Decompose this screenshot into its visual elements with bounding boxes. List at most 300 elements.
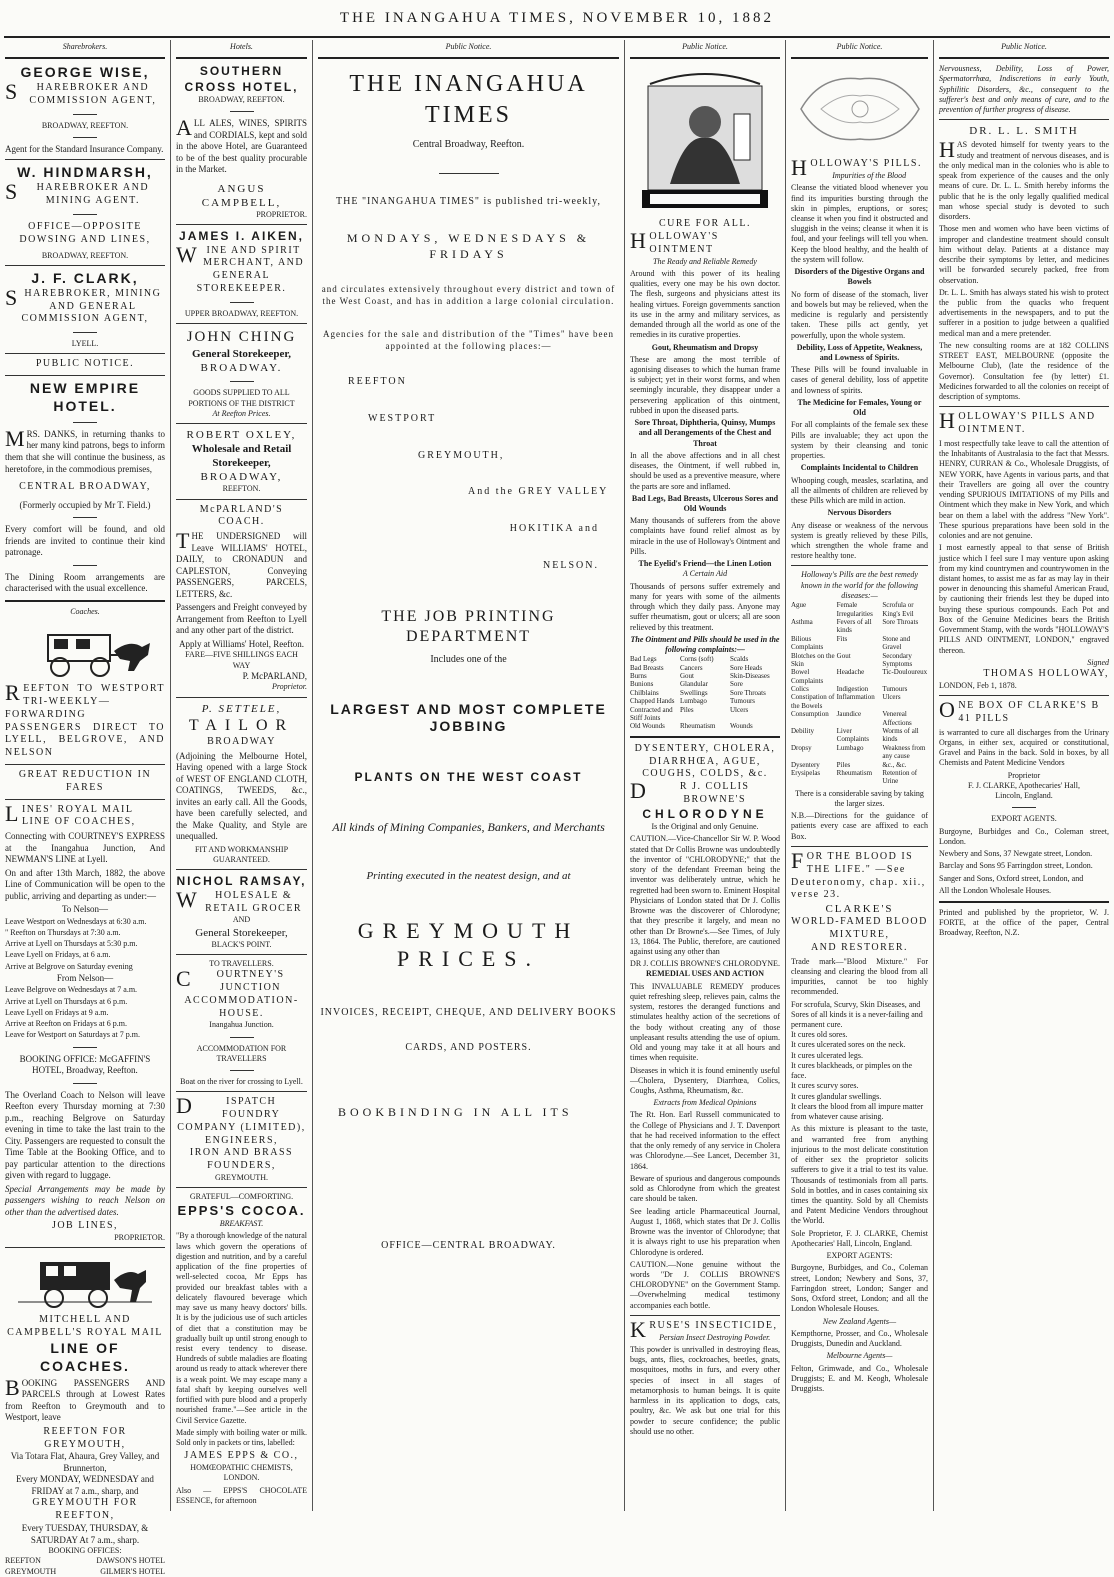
export-agent: Newbery and Sons, 37 Newgate street, London. xyxy=(939,849,1093,859)
masthead-rule xyxy=(4,36,1110,38)
route-days: Every MONDAY, WEDNESDAY and FRIDAY at 7 a.m., sharp, and xyxy=(16,1474,154,1496)
divider xyxy=(73,422,97,423)
office-line: OFFICE—CENTRAL BROADWAY. xyxy=(381,1240,556,1252)
holloway-ointment-title: HOLLOWAY'S OINTMENT xyxy=(630,228,719,255)
linen-heading: The Eyelid's Friend—the Linen Lotion xyxy=(638,559,772,569)
angus-campbell: ANGUS CAMPBELL, xyxy=(201,182,282,209)
epps-name: EPPS'S COCOA. xyxy=(177,1202,306,1218)
divider xyxy=(230,111,254,112)
ailment-item: Glandular xyxy=(680,680,708,689)
coach-route-title: REEFTON TO WESTPORT TRI-WEEKLY—FORWARDING PASSENGERS DIRECT TO LYELL, BELGROVE, AND NELSON xyxy=(5,680,165,759)
ailment-item: Tumours xyxy=(730,697,756,706)
bad-legs-heading: Bad Legs, Bad Breasts, Ulcerous Sores and Old Wounds xyxy=(631,493,779,514)
published-line: THE "INANGAHUA TIMES" is published tri-weekly, xyxy=(336,196,601,208)
new-empire-hotel-name: NEW EMPIRE HOTEL. xyxy=(29,380,141,415)
divider xyxy=(5,375,165,376)
clarke-name: CLARKE'S xyxy=(825,903,894,916)
nz-agents: Kempthorne, Prosser, and Co., Wholesale Druggists, Dunedin and Auckland. xyxy=(791,1328,928,1349)
booking-offices-heading: BOOKING OFFICES: xyxy=(48,1546,122,1556)
reefton-greymouth: REEFTON FOR GREYMOUTH, xyxy=(43,1425,127,1450)
george-wise-agent: Agent for the Standard Insurance Company. xyxy=(5,143,164,154)
holloway-date: LONDON, Feb 1, 1878. xyxy=(939,680,1017,690)
newspaper-address: Central Broadway, Reefton. xyxy=(412,138,525,150)
job-lines-name: JOB LINES, xyxy=(51,1220,119,1232)
divider xyxy=(230,381,254,382)
divider xyxy=(73,517,97,518)
cards-line: CARDS, AND POSTERS. xyxy=(405,1042,532,1054)
intro-notice: Nervousness, Debility, Loss of Power, Spermatorrhœa, Indiscretions in early Youth, Syphilitic Disorders, &c., consequent to the sufferer's best and only means of cure, and to the prevention of further progress of disease. xyxy=(939,64,1109,115)
robert-oxley-title: Wholesale and Retail Storekeeper, xyxy=(191,443,292,470)
cure-item: It cures blackheads, or pimples on the face. xyxy=(791,1060,913,1081)
caution-notice: CAUTION.—None genuine without the words "Dr J. COLLIS BROWNE'S CHLORODYNE" on the Government Stamp.—Overwhelming medical testimony accompanies each bottle. xyxy=(630,1259,780,1310)
mcparland-body-2: Passengers and Freight conveyed by Arrangement from Reefton to Lyell and any other part of the district. xyxy=(176,602,307,636)
ailment-item: Wounds xyxy=(730,722,753,731)
holloway-ointment-body: Around with this power of its healing qualities, every one may be his own doctor. The flesh, surgeons and physicians attest its healing virtues. Foreign governments sanction its use in the army and military services, as demanded through all the world as one of the remedies in its curative properties. xyxy=(630,268,780,340)
divider xyxy=(5,799,165,800)
mcparland-proprietor: Proprietor. xyxy=(271,682,307,692)
ailment-item: Burns xyxy=(630,672,647,681)
ailment-item: Sore Heads xyxy=(730,663,763,672)
disease-item: Bowel Complaints xyxy=(791,668,824,685)
nichol-ramsay-general: General Storekeeper, xyxy=(195,926,288,939)
divider xyxy=(939,901,1109,903)
mcparland-heading: McPARLAND'S COACH. xyxy=(199,503,284,528)
debility-heading: Debility, Loss of Appetite, Weakness, and Lowness of Spirits. xyxy=(796,342,923,363)
epps-london: LONDON. xyxy=(223,1473,260,1483)
column-heading: Public Notice. xyxy=(836,42,883,51)
john-ching-title: General Storekeeper, xyxy=(192,348,291,361)
certain-aid-heading: A Certain Aid xyxy=(682,569,728,579)
john-ching-name: JOHN CHING xyxy=(186,328,297,345)
divider xyxy=(176,57,307,59)
includes-line: Includes one of the xyxy=(430,653,507,665)
column-heading: Sharebrokers. xyxy=(62,42,108,51)
mcparland-fare: FARE—FIVE SHILLINGS EACH WAY xyxy=(185,650,298,670)
divider xyxy=(73,565,97,566)
clarke-pills-location: Lincoln, England. xyxy=(995,791,1053,801)
chlorodyne-name: CHLORODYNE xyxy=(642,806,768,821)
disease-item: Inflammation xyxy=(836,693,875,702)
cure-item: It cures old sores. xyxy=(791,1030,848,1040)
divider xyxy=(5,353,165,354)
newspaper-title: THE INANGAHUA TIMES xyxy=(349,71,588,128)
sore-throat-heading: Sore Throat, Diphtheria, Quinsy, Mumps and all Derangements of the Chest and Throat xyxy=(634,418,776,448)
disease-item: Retention of Urine xyxy=(882,768,918,786)
divider xyxy=(791,57,928,59)
disease-item: Erysipelas xyxy=(791,768,821,777)
ailment-item: Ulcers xyxy=(730,705,749,714)
job-lines-proprietor: PROPRIETOR. xyxy=(114,1233,165,1243)
nichol-ramsay-name: NICHOL RAMSAY, xyxy=(176,874,307,889)
disease-item: Tic-Douloureux xyxy=(882,668,928,677)
clarke-pills-name: F. J. CLARKE, Apothecaries' Hall, xyxy=(968,780,1080,790)
divider xyxy=(230,1037,254,1038)
epps-chemists: HOMŒOPATHIC CHEMISTS, xyxy=(190,1463,293,1473)
new-empire-dining: The Dining Room arrangements are characterised with the usual excellence. xyxy=(5,571,165,594)
masthead: THE INANGAHUA TIMES, NOVEMBER 10, 1882 xyxy=(339,10,775,26)
holloway-ointment-subtitle: The Ready and Reliable Remedy xyxy=(653,256,757,266)
publication-days: MONDAYS, WEDNESDAYS & FRIDAYS xyxy=(346,231,591,261)
southern-cross-address: BROADWAY, REEFTON. xyxy=(198,94,285,104)
agency-place: HOKITIKA and xyxy=(509,523,599,535)
george-wise-title: SHAREBROKER AND COMMISSION AGENT, xyxy=(5,79,157,106)
lines-title: LINES' ROYAL MAIL LINE OF COACHES, xyxy=(5,800,136,828)
gout-heading: Gout, Rheumatism and Dropsy xyxy=(651,342,759,352)
export-agents-heading: EXPORT AGENTS: xyxy=(826,1251,893,1261)
divider xyxy=(939,57,1109,59)
disease-item: Constipation of the Bowels xyxy=(791,693,835,710)
divider xyxy=(5,159,165,160)
disease-item: Colics xyxy=(791,685,809,694)
divider xyxy=(176,869,307,870)
column-heading: Public Notice. xyxy=(445,42,492,51)
clarke-body-2: As this mixture is pleasant to the taste, and warranted free from anything injurious to the most delicate constitution of either sex the proprietor solicits sufferers to give it a trial to test its value. Thousands of testimonials from all parts. Sold in bottles, and in cases containing six times the quantity. Sold by all Chemists and Patent Medicine Vendors throughout the World. xyxy=(791,1124,928,1226)
divider xyxy=(176,323,307,324)
agency-place: NELSON. xyxy=(543,560,599,572)
remedial-heading: REMEDIAL USES AND ACTION xyxy=(645,969,765,979)
schedule-line: Leave Westport on Wednesdays at 6:30 a.m. xyxy=(5,916,147,926)
largest-line: LARGEST AND MOST COMPLETE JOBBING xyxy=(330,700,607,735)
ailment-item: Bunions xyxy=(630,680,654,689)
settele-address: BROADWAY xyxy=(207,736,276,748)
dr-smith-fee: The new consulting rooms are at 182 COLLINS STREET EAST, MELBOURNE (opposite the Melbourne Club), (late the residence of the Governor). Consultation fee (by letter) £1. Medicines forwarded to all the colonies on receipt of description of symptoms. xyxy=(939,340,1109,402)
divider xyxy=(5,600,165,602)
export-agent: Sanger and Sons, Oxford street, London, and xyxy=(939,873,1084,883)
divider xyxy=(176,1187,307,1188)
disease-item: Tumours xyxy=(882,685,908,694)
new-empire-comfort: Every comfort will be found, and old friends are invited to continue their kind patronage. xyxy=(5,524,165,558)
disease-item: Asthma xyxy=(791,617,813,626)
disease-item: Sore Throats xyxy=(882,617,919,626)
schedule-line: Arrive at Reefton on Fridays at 6 p.m. xyxy=(5,1019,127,1029)
divider xyxy=(318,57,619,59)
clarke-restorer: AND RESTORER. xyxy=(810,941,909,953)
ailment-item: Rheumatism xyxy=(680,722,716,731)
sore-throat-body: In all the above affections and in all chest diseases, the Ointment, if well rubbed in, should be used as a preventive measure, where the parts are sore and inflamed. xyxy=(630,450,780,491)
dysentery-heading: DYSENTERY, CHOLERA, DIARRHŒA, AGUE, COUGHS, COLDS, &c. xyxy=(634,742,776,780)
divider xyxy=(176,499,307,500)
clark-address: LYELL. xyxy=(71,339,99,349)
disease-item: Consumption xyxy=(791,710,829,719)
cures-list xyxy=(791,1000,928,1123)
disease-item: Ulcers xyxy=(882,693,901,702)
schedule-line: " Reefton on Thursdays at 7:30 a.m. xyxy=(5,927,121,937)
cure-item: It cures glandular swellings. xyxy=(791,1091,882,1101)
debility-body: These Pills will be found invaluable in cases of general debility, loss of appetite and lowness of spirits. xyxy=(791,365,928,395)
original-genuine: Is the Original and only Genuine. xyxy=(651,822,759,832)
settele-body: (Adjoining the Melbourne Hotel, Having opened with a large Stock of WEST OF ENGLAND CLOTH, COATINGS, TWEEDS, &c., invites an early call. All the Goods, have been carefully selected, and the Make Quality, and Style are unequalled. xyxy=(176,750,307,842)
disease-item: Rheumatism xyxy=(836,768,873,777)
disease-item: Lumbago xyxy=(836,743,864,752)
signed-label: Signed xyxy=(1087,657,1109,667)
kruse-subtitle: Persian Insect Destroying Powder. xyxy=(659,1332,771,1342)
special-arrangements: Special Arrangements may be made by passengers wishing to reach Nelson on other than the advertised dates. xyxy=(5,1183,165,1217)
divider xyxy=(176,954,307,955)
diseases-body: Diseases in which it is found eminently useful—Cholera, Dysentery, Diarrhœa, Colics, Coughs, Asthma, Rheumatism, &c. xyxy=(630,1065,780,1096)
settele-name: P. SETTELE, xyxy=(201,702,282,715)
settele-title: TAILOR xyxy=(188,716,295,734)
kruse-title: KRUSE'S INSECTICIDE, xyxy=(630,1316,778,1342)
epps-breakfast: BREAKFAST. xyxy=(219,1219,264,1229)
collis-browne-name: DR J. COLLIS BROWNE'S xyxy=(630,778,750,805)
disease-item: Venereal Affections xyxy=(882,710,912,727)
holloway-pills-ornament-icon xyxy=(791,64,929,154)
remedial-body: This INVALUABLE REMEDY produces quiet refreshing sleep, relieves pain, calms the system, restores the deranged functions and stimulates healthy action of the secretions of the body without creating any of those unpleasant results attending the use of opium. Old and young may take it at all hours and times when requisite. xyxy=(630,981,780,1063)
new-empire-body: MRS. DANKS, in returning thanks to her many kind patrons, begs to inform them that she will continue the business, as heretofore, in the commodious premises, xyxy=(5,425,165,474)
mitchell-campbell-line: LINE OF COACHES. xyxy=(40,1339,130,1374)
dispatch-founders: IRON AND BRASS FOUNDERS, xyxy=(189,1147,294,1172)
epps-heading: GRATEFUL—COMFORTING. xyxy=(189,1192,294,1202)
ailment-item: Corns (soft) xyxy=(680,655,714,664)
divider xyxy=(176,697,307,698)
courtney-location: Inangahua Junction. xyxy=(209,1020,274,1030)
disease-item: Gout xyxy=(836,651,851,660)
public-notice-heading: PUBLIC NOTICE. xyxy=(35,358,135,370)
chlorodyne-caution: CAUTION.—Vice-Chancellor Sir W. P. Wood stated that Dr Collis Browne was undoubtedly the inventor of "CHLORODYNE;" that the story of the defendant Freeman being the inventor was deliberately untrue, which he regretted had been sworn to. Eminent Hospital Physicians of London stated that Dr J. Collis Browne was the discoverer of Chlorodyne; that they prescribe it largely, and mean no other than Dr Browne's.—See Times, of July 13, 1864. The Public, therefore, are cautioned against using any other than xyxy=(630,834,780,956)
agencies-line: Agencies for the sale and distribution of the "Times" have been appointed at the following places:— xyxy=(323,329,614,351)
divider xyxy=(73,1083,97,1084)
divider xyxy=(5,1247,165,1248)
schedule-line: Arrive at Lyell on Thursdays at 5:30 p.m. xyxy=(5,939,138,949)
ailment-item: Skin-Diseases xyxy=(730,672,770,681)
column-heading: Hotels. xyxy=(230,42,253,51)
cure-item: It clears the blood from all impure matter from whatever cause arising. xyxy=(791,1101,924,1122)
robert-oxley-name: ROBERT OXLEY, xyxy=(186,428,297,441)
dispatch-foundry-name: DISPATCH FOUNDRY COMPANY (LIMITED), xyxy=(176,1093,306,1133)
new-empire-address: CENTRAL BROADWAY, xyxy=(19,481,151,493)
printing-line: Printing executed in the neatest design, and at xyxy=(366,870,571,883)
medical-opinions-heading: Extracts from Medical Opinions xyxy=(653,1098,757,1108)
nervous-heading: Nervous Disorders xyxy=(827,508,892,518)
impurities-body: Cleanse the vitiated blood whenever you find its impurities bursting through the skin in pimples, eruptions, or sores; cleanse it when you find it obstructed and sluggish in the veins; cleanse it when it is foul, and your feelings will tell you when. Keep the blood healthy, and the health of the system will follow. xyxy=(791,183,928,264)
dr-smith-body-2: Those men and women who have been victims of improper and clandestine treatment should consult him without delay. Patients at a distance may describe their symptoms by letter, and medicines will be forwarded securely packed, free from observation. xyxy=(939,224,1109,285)
beware-notice: Beware of spurious and dangerous compounds sold as Chlorodyne from which the greatest care should be taken. xyxy=(630,1173,780,1204)
disease-item: Blotches on the Skin xyxy=(791,651,835,668)
export-agent: Barclay and Sons 95 Farringdon street, London. xyxy=(939,861,1093,871)
column-inangahua-times xyxy=(312,40,624,1511)
melbourne-agents-heading: Melbourne Agents— xyxy=(826,1351,893,1361)
holloway-notice-title: HOLLOWAY'S PILLS AND OINTMENT. xyxy=(939,408,1096,436)
schedule-line: Leave Lyell on Fridays, at 6 a.m. xyxy=(5,950,111,960)
disease-item: Weakness from any cause xyxy=(882,743,926,761)
divider xyxy=(73,1047,97,1048)
nb-note: N.B.—Directions for the guidance of patients every case are affixed to each Box. xyxy=(791,811,928,841)
divider xyxy=(5,764,165,765)
pharmaceutical-notice: See leading article Pharmaceutical Journal, August 1, 1868, which states that Dr J. Collis Browne was the inventor of Chlorodyne; that it is always right to use his preparation when Chlorodyne is ordered. xyxy=(630,1206,780,1257)
john-ching-prices: At Reefton Prices. xyxy=(212,408,271,418)
george-wise-name: GEORGE WISE, xyxy=(20,64,150,81)
epps-also: Also — EPPS'S CHOCOLATE ESSENCE, for afternoon xyxy=(176,1485,307,1505)
southern-cross-body: ALL ALES, WINES, SPIRITS and CORDIALS, kept and sold in the above Hotel, are Guaranteed to be of the best quality procurable in the Market. xyxy=(176,115,307,175)
dr-smith-body-3: Dr. L. L. Smith has always stated his wish to protect the public from the quacks who frequent advertisements in the newspapers, and to put the sufferer in a position to judge between a qualified medical man and a mere pretender. xyxy=(939,287,1109,338)
southern-cross-name: SOUTHERN CROSS HOTEL, xyxy=(184,64,299,94)
divider xyxy=(73,137,97,138)
holloway-notice-body: I most respectfully take leave to call the attention of the Inhabitants of Australasia to the fact that Messrs. HENRY, CURRAN & Co., Wholesale Druggists, of NEW YORK, have Agents in various parts, and that their Travellers are going all over the country vending SPURIOUS IMITATIONS of my Pills and Ointment which they make in New York, and which bear on them a label with the address "New York". These spurious preparations have been sold in the colonies and are not genuine. xyxy=(939,438,1109,541)
ailment-item: Swellings xyxy=(680,688,708,697)
agency-place: REEFTON xyxy=(348,376,407,388)
divider xyxy=(939,119,1109,120)
holloway-pills-title: HOLLOWAY'S PILLS. xyxy=(791,155,922,181)
mcparland-apply: Apply at Williams' Hotel, Reefton. xyxy=(178,638,305,649)
new-empire-formerly: (Formerly occupied by Mr T. Field.) xyxy=(19,499,151,510)
nichol-ramsay-and: AND xyxy=(232,915,251,925)
kruse-body: This powder is unrivalled in destroying fleas, bugs, ants, flies, cockroaches, beetles, gnats, mosquitoes, moths in furs, and every other species of insect in all stages of metamorphosis to human beings. It is quite harmless in its application to dogs, cats, poultry, &c. We ask but one trial for this powder to secure confidence; the public should use no other. xyxy=(630,1344,780,1436)
column-holloway-ointment xyxy=(624,40,785,1511)
divider xyxy=(630,1315,780,1316)
clark-name: J. F. CLARK, xyxy=(31,269,139,286)
ailment-item: Sore xyxy=(730,680,743,689)
column-sharebrokers xyxy=(0,40,170,1576)
dr-smith-name: DR. L. L. SMITH xyxy=(969,125,1079,138)
column-heading: Public Notice. xyxy=(682,42,728,51)
disease-item: Dysentery xyxy=(791,760,820,769)
column-medical-notices xyxy=(933,40,1114,1511)
route-via: Via Totara Flat, Ahaura, Grey Valley, and Brunnerton, xyxy=(10,1451,160,1473)
divider xyxy=(176,423,307,424)
column-heading: Public Notice. xyxy=(1001,42,1047,51)
holloway-ointment-illustration-icon xyxy=(630,64,780,214)
divider xyxy=(939,406,1109,407)
courtney-name: COURTNEY'S JUNCTION ACCOMMODATION-HOUSE. xyxy=(176,966,299,1019)
ailment-item: Cancers xyxy=(680,663,703,672)
divider xyxy=(5,57,165,59)
disease-item: Indigestion xyxy=(836,685,869,694)
disease-item: Liver Complaints xyxy=(836,727,869,744)
gout-body: These are among the most terrible of agonising diseases to which the human frame is subject; yet in their worst forms, and when seemingly incurable, they disappear under a persevering application of this ointment, rubbed in upon the diseased parts. xyxy=(630,354,780,415)
george-wise-address: BROADWAY, REEFTON. xyxy=(41,120,129,130)
divider xyxy=(1012,807,1036,808)
divider xyxy=(73,332,97,333)
schedule-line: Leave for Westport on Saturdays at 7 p.m. xyxy=(5,1030,140,1040)
disease-item: Headache xyxy=(836,668,865,677)
ailment-item: Piles xyxy=(680,705,694,714)
courtney-boat: Boat on the river for crossing to Lyell. xyxy=(180,1077,303,1087)
digestive-body: No form of disease of the stomach, liver and bowels but may be relieved, when the medicine is regularly and persistently taken. These pills act gently, yet powerfully, upon the whole system. xyxy=(791,289,928,340)
impurities-heading: Impurities of the Blood xyxy=(832,171,907,181)
divider xyxy=(630,736,780,738)
ailment-item: Bad Breasts xyxy=(630,663,664,672)
coaches-heading: Coaches. xyxy=(70,606,100,616)
hindmarsh-name: W. HINDMARSH, xyxy=(17,164,153,181)
cure-item: It cures scurvy sores. xyxy=(791,1081,859,1091)
proprietor-label: Proprietor xyxy=(1007,770,1041,780)
disease-item: Jaundice xyxy=(836,710,862,719)
mcparland-body: THE UNDERSIGNED will Leave WILLIAMS' HOTEL, DAILY, to CRONADUN and CAPLESTON, Conveying PASSENGERS, PARCELS, LETTERS, &c. xyxy=(176,528,307,599)
disease-item: Fits xyxy=(836,634,848,643)
export-agent: Burgoyne, Burbidges and Co., Coleman street, London. xyxy=(939,826,1109,846)
column-holloway-pills xyxy=(785,40,933,1511)
blood-heading: FOR THE BLOOD IS THE LIFE." —See Deuteronomy, chap. xii., verse 23. xyxy=(791,847,926,901)
booking-office: BOOKING OFFICE: McGAFFIN'S HOTEL, Broadway, Reefton. xyxy=(19,1053,151,1076)
clarke-body: Trade mark—"Blood Mixture." For cleansing and clearing the blood from all impurities, cannot be too highly recommended. xyxy=(791,956,928,997)
holloway-notice-body-2: I most earnestly appeal to that sense of British justice which I feel sure I may venture upon asking from my kind countrymen and countrywomen in the distant homes, to assist me as far as may lay in their power in denouncing this shameful American Fraud, by cautioning their friends lest they be duped into buying these spurious compounds. Each Pot and Box of the Genuine Medicines bears the British Government Stamp, with the words "HOLLOWAY'S PILLS AND OINTMENT, LONDON," engraved thereon. xyxy=(939,543,1109,655)
office-hotel: GILMER'S HOTEL xyxy=(100,1566,165,1576)
divider xyxy=(230,1070,254,1071)
disease-item: Scrofula or King's Evil xyxy=(882,601,914,618)
cure-item: It cures ulcerated sores on the neck. xyxy=(791,1040,906,1050)
to-nelson-heading: To Nelson— xyxy=(61,904,109,915)
nichol-ramsay-address: BLACK'S POINT. xyxy=(211,939,272,949)
disease-item: &c., &c. xyxy=(882,760,907,769)
greymouth-reefton: GREYMOUTH FOR REEFTON, xyxy=(32,1497,138,1522)
divider xyxy=(939,695,1109,696)
schedule-line: Leave Belgrove on Wednesdays at 7 a.m. xyxy=(5,985,138,995)
divider xyxy=(73,114,97,115)
bookbinding-line: BOOKBINDING IN ALL ITS xyxy=(338,1105,573,1120)
agency-place: And the GREY VALLEY xyxy=(468,486,609,498)
hindmarsh-title: SHAREBROKER AND MINING AGENT. xyxy=(5,179,150,207)
lines-body: Connecting with COURTNEY'S EXPRESS at the Inangahua Junction, And NEWMAN'S LINE at Lyell. xyxy=(5,831,165,865)
collis-browne-repeat: DR J. COLLIS BROWNE'S CHLORODYNE. xyxy=(630,959,780,969)
dispatch-address: GREYMOUTH. xyxy=(214,1173,269,1183)
james-aiken-address: UPPER BROADWAY, REEFTON. xyxy=(184,308,299,318)
digestive-heading: Disorders of the Digestive Organs and Bowels xyxy=(794,267,925,287)
divider xyxy=(73,214,97,215)
pills-list-heading: Holloway's Pills are the best remedy known in the world for the following diseases:— xyxy=(801,570,918,600)
mitchell-campbell-body: BOOKING PASSENGERS AND PARCELS through at Lowest Rates from Reefton to Greymouth and to Westport, leave xyxy=(5,1374,165,1423)
children-heading: Complaints Incidental to Children xyxy=(800,463,919,473)
epps-body: "By a thorough knowledge of the natural laws which govern the operations of digestion and nutrition, and by a careful application of the fine properties of well-selected cocoa, Mr Epps has provided our breakfast tables with a delicately flavoured beverage which may save us many heavy doctors' bills. It is by the judicious use of such articles of diet that a constitution may be gradually built up until strong enough to resist every tendency to disease. Hundreds of subtle maladies are floating around us ready to attack wherever there is a weak point. We may escape many a fatal shaft by keeping ourselves well fortified with pure blood and a properly nourished frame."—See article in the Civil Service Gazette. xyxy=(176,1231,307,1425)
clarke-pills-body: is warranted to cure all discharges from the Urinary Organs, in either sex, acquired or constitutional, Gravel and Pains in the back. Sold in boxes, by all Chemists and Patent Medicine Vendors xyxy=(939,727,1109,768)
disease-item: Bilious Complaints xyxy=(791,634,824,652)
column-hotels xyxy=(170,40,312,1511)
james-aiken-body: WINE AND SPIRIT MERCHANT, AND GENERAL STOREKEEPER. xyxy=(176,241,305,294)
office-hotel: DAWSON'S HOTEL xyxy=(96,1556,165,1566)
disease-item: Worms of all kinds xyxy=(882,727,919,744)
ailment-item: Old Wounds xyxy=(630,722,665,731)
divider xyxy=(5,265,165,266)
office-town: GREYMOUTH xyxy=(5,1566,57,1576)
ailment-item: Contracted and Stiff Joints xyxy=(630,705,673,723)
disease-item: Dropsy xyxy=(791,743,812,752)
agency-place: WESTPORT xyxy=(368,412,437,424)
divider xyxy=(176,1091,307,1092)
disease-item: Debility xyxy=(791,727,814,736)
divider xyxy=(791,565,928,566)
bad-legs-body: Many thousands of sufferers from the above complaints have found relief almost as by miracle in the use of Holloway's Ointment and Pills. xyxy=(630,516,780,556)
job-printing-heading: THE JOB PRINTING DEPARTMENT xyxy=(381,607,556,646)
disease-item: Fevers of all kinds xyxy=(836,617,872,635)
export-agent: All the London Wholesale Houses. xyxy=(939,885,1052,895)
clarke-title: WORLD-FAMED BLOOD MIXTURE, xyxy=(791,916,928,940)
robert-oxley-town: REEFTON. xyxy=(222,484,261,494)
ailment-item: Gout xyxy=(680,672,694,681)
export-agents: Burgoyne, Burbidges, and Co., Coleman street, London; Newbery and Sons, 37, Farringdon street, London; Sanger and Sons, Oxford street, London; and all the London Wholesale Houses. xyxy=(791,1263,928,1314)
ailment-item: Chapped Hands xyxy=(630,697,675,706)
divider xyxy=(439,173,499,174)
agency-place: GREYMOUTH, xyxy=(418,449,505,461)
epps-made: Made simply with boiling water or milk. Sold only in packets or tins, labelled: xyxy=(176,1427,307,1448)
proprietor-label: PROPRIETOR. xyxy=(256,209,307,219)
clark-title: SHAREBROKER, MINING AND GENERAL COMMISSION AGENT, xyxy=(5,284,162,325)
clarke-pills-title: ONE BOX OF CLARKE'S B 41 PILLS xyxy=(939,697,1100,724)
coach-illustration-icon xyxy=(10,621,160,679)
saving-note: There is a considerable saving by taking the larger sizes. xyxy=(795,788,924,808)
divider xyxy=(176,224,307,225)
disease-item: Female Irregularities xyxy=(836,601,873,618)
nichol-ramsay-title: WHOLESALE & RETAIL GROCER xyxy=(176,886,303,914)
schedule-line: Leave Lyell on Fridays at 9 a.m. xyxy=(5,1007,109,1017)
reduction-heading: GREAT REDUCTION IN FARES xyxy=(18,768,152,793)
dispatch-engineers: ENGINEERS, xyxy=(204,1134,279,1146)
invoices-line: INVOICES, RECEIPT, CHEQUE, AND DELIVERY BOOKS xyxy=(320,1007,617,1019)
john-ching-address: BROADWAY. xyxy=(200,362,283,375)
cure-for-all: CURE FOR ALL. xyxy=(658,218,751,230)
imprint: Printed and published by the proprietor, W. J. FORTE, at the office of the paper, Central Broadway, Reefton, N.Z. xyxy=(939,908,1109,938)
ailment-item: Bad Legs xyxy=(630,655,657,664)
diseases-list xyxy=(791,601,928,786)
epps-company: JAMES EPPS & CO., xyxy=(184,1450,299,1462)
